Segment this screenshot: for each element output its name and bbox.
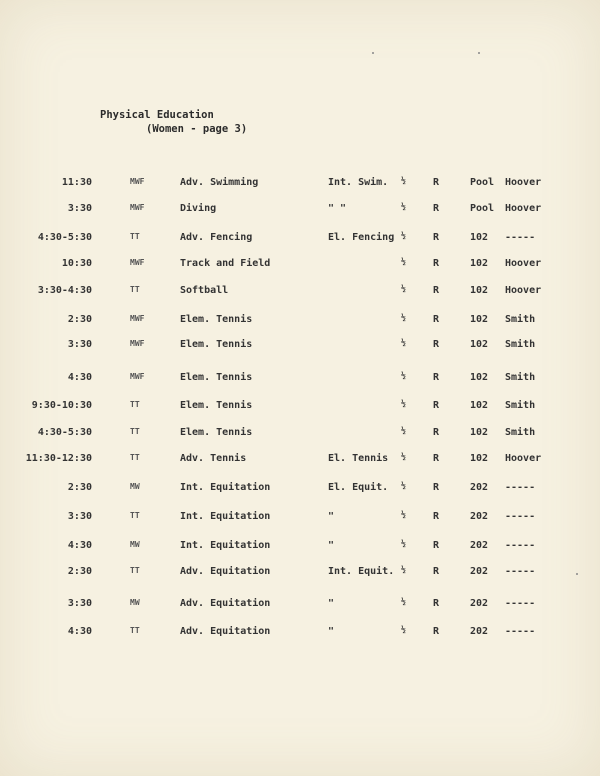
class-time: 11:30	[61, 177, 92, 188]
room: 202	[470, 626, 489, 637]
course-name: Int. Equitation	[180, 482, 271, 493]
room: 202	[470, 511, 489, 522]
r-mark: R	[433, 566, 440, 577]
r-mark: R	[433, 626, 440, 637]
class-days: MW	[130, 482, 140, 491]
room: 202	[470, 540, 489, 551]
class-time: 10:30	[61, 258, 92, 269]
r-mark: R	[433, 177, 440, 188]
r-mark: R	[433, 339, 440, 350]
course-name: Adv. Equitation	[180, 566, 271, 577]
table-row	[0, 626, 600, 640]
table-row	[0, 566, 600, 580]
prerequisite: "	[328, 511, 335, 522]
course-name: Elem. Tennis	[180, 372, 253, 383]
instructor: Smith	[505, 372, 536, 383]
class-time: 4:30	[67, 540, 92, 551]
credit-hours: ½	[401, 510, 406, 519]
course-name: Diving	[180, 203, 217, 214]
table-row	[0, 314, 600, 328]
instructor: -----	[505, 566, 536, 577]
prerequisite: "	[328, 540, 335, 551]
instructor: -----	[505, 540, 536, 551]
class-time: 2:30	[67, 314, 92, 325]
credit-hours: ½	[401, 313, 406, 322]
course-name: Elem. Tennis	[180, 400, 253, 411]
class-time: 4:30	[67, 372, 92, 383]
header-subtitle: (Women - page 3)	[146, 123, 248, 135]
class-days: MWF	[130, 339, 145, 348]
room: 102	[470, 258, 489, 269]
room: 102	[470, 232, 489, 243]
class-days: TT	[130, 566, 140, 575]
r-mark: R	[433, 540, 440, 551]
room: 102	[470, 400, 489, 411]
course-name: Elem. Tennis	[180, 427, 253, 438]
page-header	[100, 108, 247, 136]
instructor: -----	[505, 626, 536, 637]
course-name: Adv. Equitation	[180, 626, 271, 637]
class-days: MWF	[130, 372, 145, 381]
room: 102	[470, 427, 489, 438]
credit-hours: ½	[401, 231, 406, 240]
prerequisite: El. Equit.	[328, 482, 389, 493]
class-time: 4:30-5:30	[37, 427, 92, 438]
instructor: Smith	[505, 427, 536, 438]
r-mark: R	[433, 482, 440, 493]
r-mark: R	[433, 372, 440, 383]
credit-hours: ½	[401, 338, 406, 347]
room: 102	[470, 339, 489, 350]
class-days: TT	[130, 232, 140, 241]
class-time: 2:30	[67, 566, 92, 577]
r-mark: R	[433, 258, 440, 269]
credit-hours: ½	[401, 625, 406, 634]
credit-hours: ½	[401, 176, 406, 185]
table-row	[0, 598, 600, 612]
class-days: TT	[130, 285, 140, 294]
table-row	[0, 453, 600, 467]
table-row	[0, 482, 600, 496]
instructor: Hoover	[505, 203, 542, 214]
table-row	[0, 427, 600, 441]
room: 102	[470, 314, 489, 325]
prerequisite: Int. Swim.	[328, 177, 389, 188]
credit-hours: ½	[401, 371, 406, 380]
class-days: MWF	[130, 177, 145, 186]
class-days: MWF	[130, 203, 145, 212]
class-time: 3:30-4:30	[37, 285, 92, 296]
instructor: -----	[505, 232, 536, 243]
credit-hours: ½	[401, 257, 406, 266]
table-row	[0, 258, 600, 272]
class-days: TT	[130, 400, 140, 409]
room: 102	[470, 453, 489, 464]
class-time: 3:30	[67, 598, 92, 609]
course-name: Elem. Tennis	[180, 339, 253, 350]
credit-hours: ½	[401, 565, 406, 574]
instructor: Smith	[505, 314, 536, 325]
table-row	[0, 177, 600, 191]
table-row	[0, 540, 600, 554]
credit-hours: ½	[401, 539, 406, 548]
prerequisite: " "	[328, 203, 347, 214]
class-time: 4:30-5:30	[37, 232, 92, 243]
table-row	[0, 372, 600, 386]
header-title: Physical Education	[100, 109, 214, 121]
r-mark: R	[433, 453, 440, 464]
credit-hours: ½	[401, 597, 406, 606]
r-mark: R	[433, 314, 440, 325]
course-name: Elem. Tennis	[180, 314, 253, 325]
credit-hours: ½	[401, 202, 406, 211]
instructor: Hoover	[505, 453, 542, 464]
course-name: Int. Equitation	[180, 540, 271, 551]
class-time: 9:30-10:30	[31, 400, 92, 411]
table-row	[0, 232, 600, 246]
room: 202	[470, 566, 489, 577]
prerequisite: El. Tennis	[328, 453, 389, 464]
class-days: TT	[130, 626, 140, 635]
class-time: 11:30-12:30	[25, 453, 92, 464]
class-days: TT	[130, 453, 140, 462]
table-row	[0, 400, 600, 414]
table-row	[0, 511, 600, 525]
class-time: 2:30	[67, 482, 92, 493]
course-name: Softball	[180, 285, 229, 296]
class-time: 3:30	[67, 511, 92, 522]
instructor: Smith	[505, 400, 536, 411]
prerequisite: El. Fencing	[328, 232, 395, 243]
credit-hours: ½	[401, 452, 406, 461]
class-days: TT	[130, 511, 140, 520]
credit-hours: ½	[401, 284, 406, 293]
class-days: MWF	[130, 258, 145, 267]
r-mark: R	[433, 511, 440, 522]
class-days: MW	[130, 598, 140, 607]
r-mark: R	[433, 427, 440, 438]
room: 102	[470, 372, 489, 383]
room: Pool	[470, 203, 495, 214]
course-name: Int. Equitation	[180, 511, 271, 522]
prerequisite: Int. Equit.	[328, 566, 395, 577]
credit-hours: ½	[401, 426, 406, 435]
class-time: 3:30	[67, 203, 92, 214]
table-row	[0, 285, 600, 299]
class-time: 3:30	[67, 339, 92, 350]
table-row	[0, 203, 600, 217]
class-days: MW	[130, 540, 140, 549]
instructor: Smith	[505, 339, 536, 350]
r-mark: R	[433, 285, 440, 296]
course-name: Adv. Fencing	[180, 232, 253, 243]
instructor: Hoover	[505, 258, 542, 269]
course-name: Adv. Swimming	[180, 177, 259, 188]
r-mark: R	[433, 598, 440, 609]
prerequisite: "	[328, 626, 335, 637]
r-mark: R	[433, 232, 440, 243]
instructor: Hoover	[505, 285, 542, 296]
instructor: -----	[505, 598, 536, 609]
course-name: Track and Field	[180, 258, 271, 269]
credit-hours: ½	[401, 399, 406, 408]
table-row	[0, 339, 600, 353]
instructor: -----	[505, 482, 536, 493]
class-days: TT	[130, 427, 140, 436]
course-name: Adv. Tennis	[180, 453, 247, 464]
room: Pool	[470, 177, 495, 188]
r-mark: R	[433, 400, 440, 411]
class-time: 4:30	[67, 626, 92, 637]
instructor: Hoover	[505, 177, 542, 188]
room: 202	[470, 482, 489, 493]
course-name: Adv. Equitation	[180, 598, 271, 609]
r-mark: R	[433, 203, 440, 214]
instructor: -----	[505, 511, 536, 522]
room: 202	[470, 598, 489, 609]
prerequisite: "	[328, 598, 335, 609]
class-days: MWF	[130, 314, 145, 323]
credit-hours: ½	[401, 481, 406, 490]
room: 102	[470, 285, 489, 296]
